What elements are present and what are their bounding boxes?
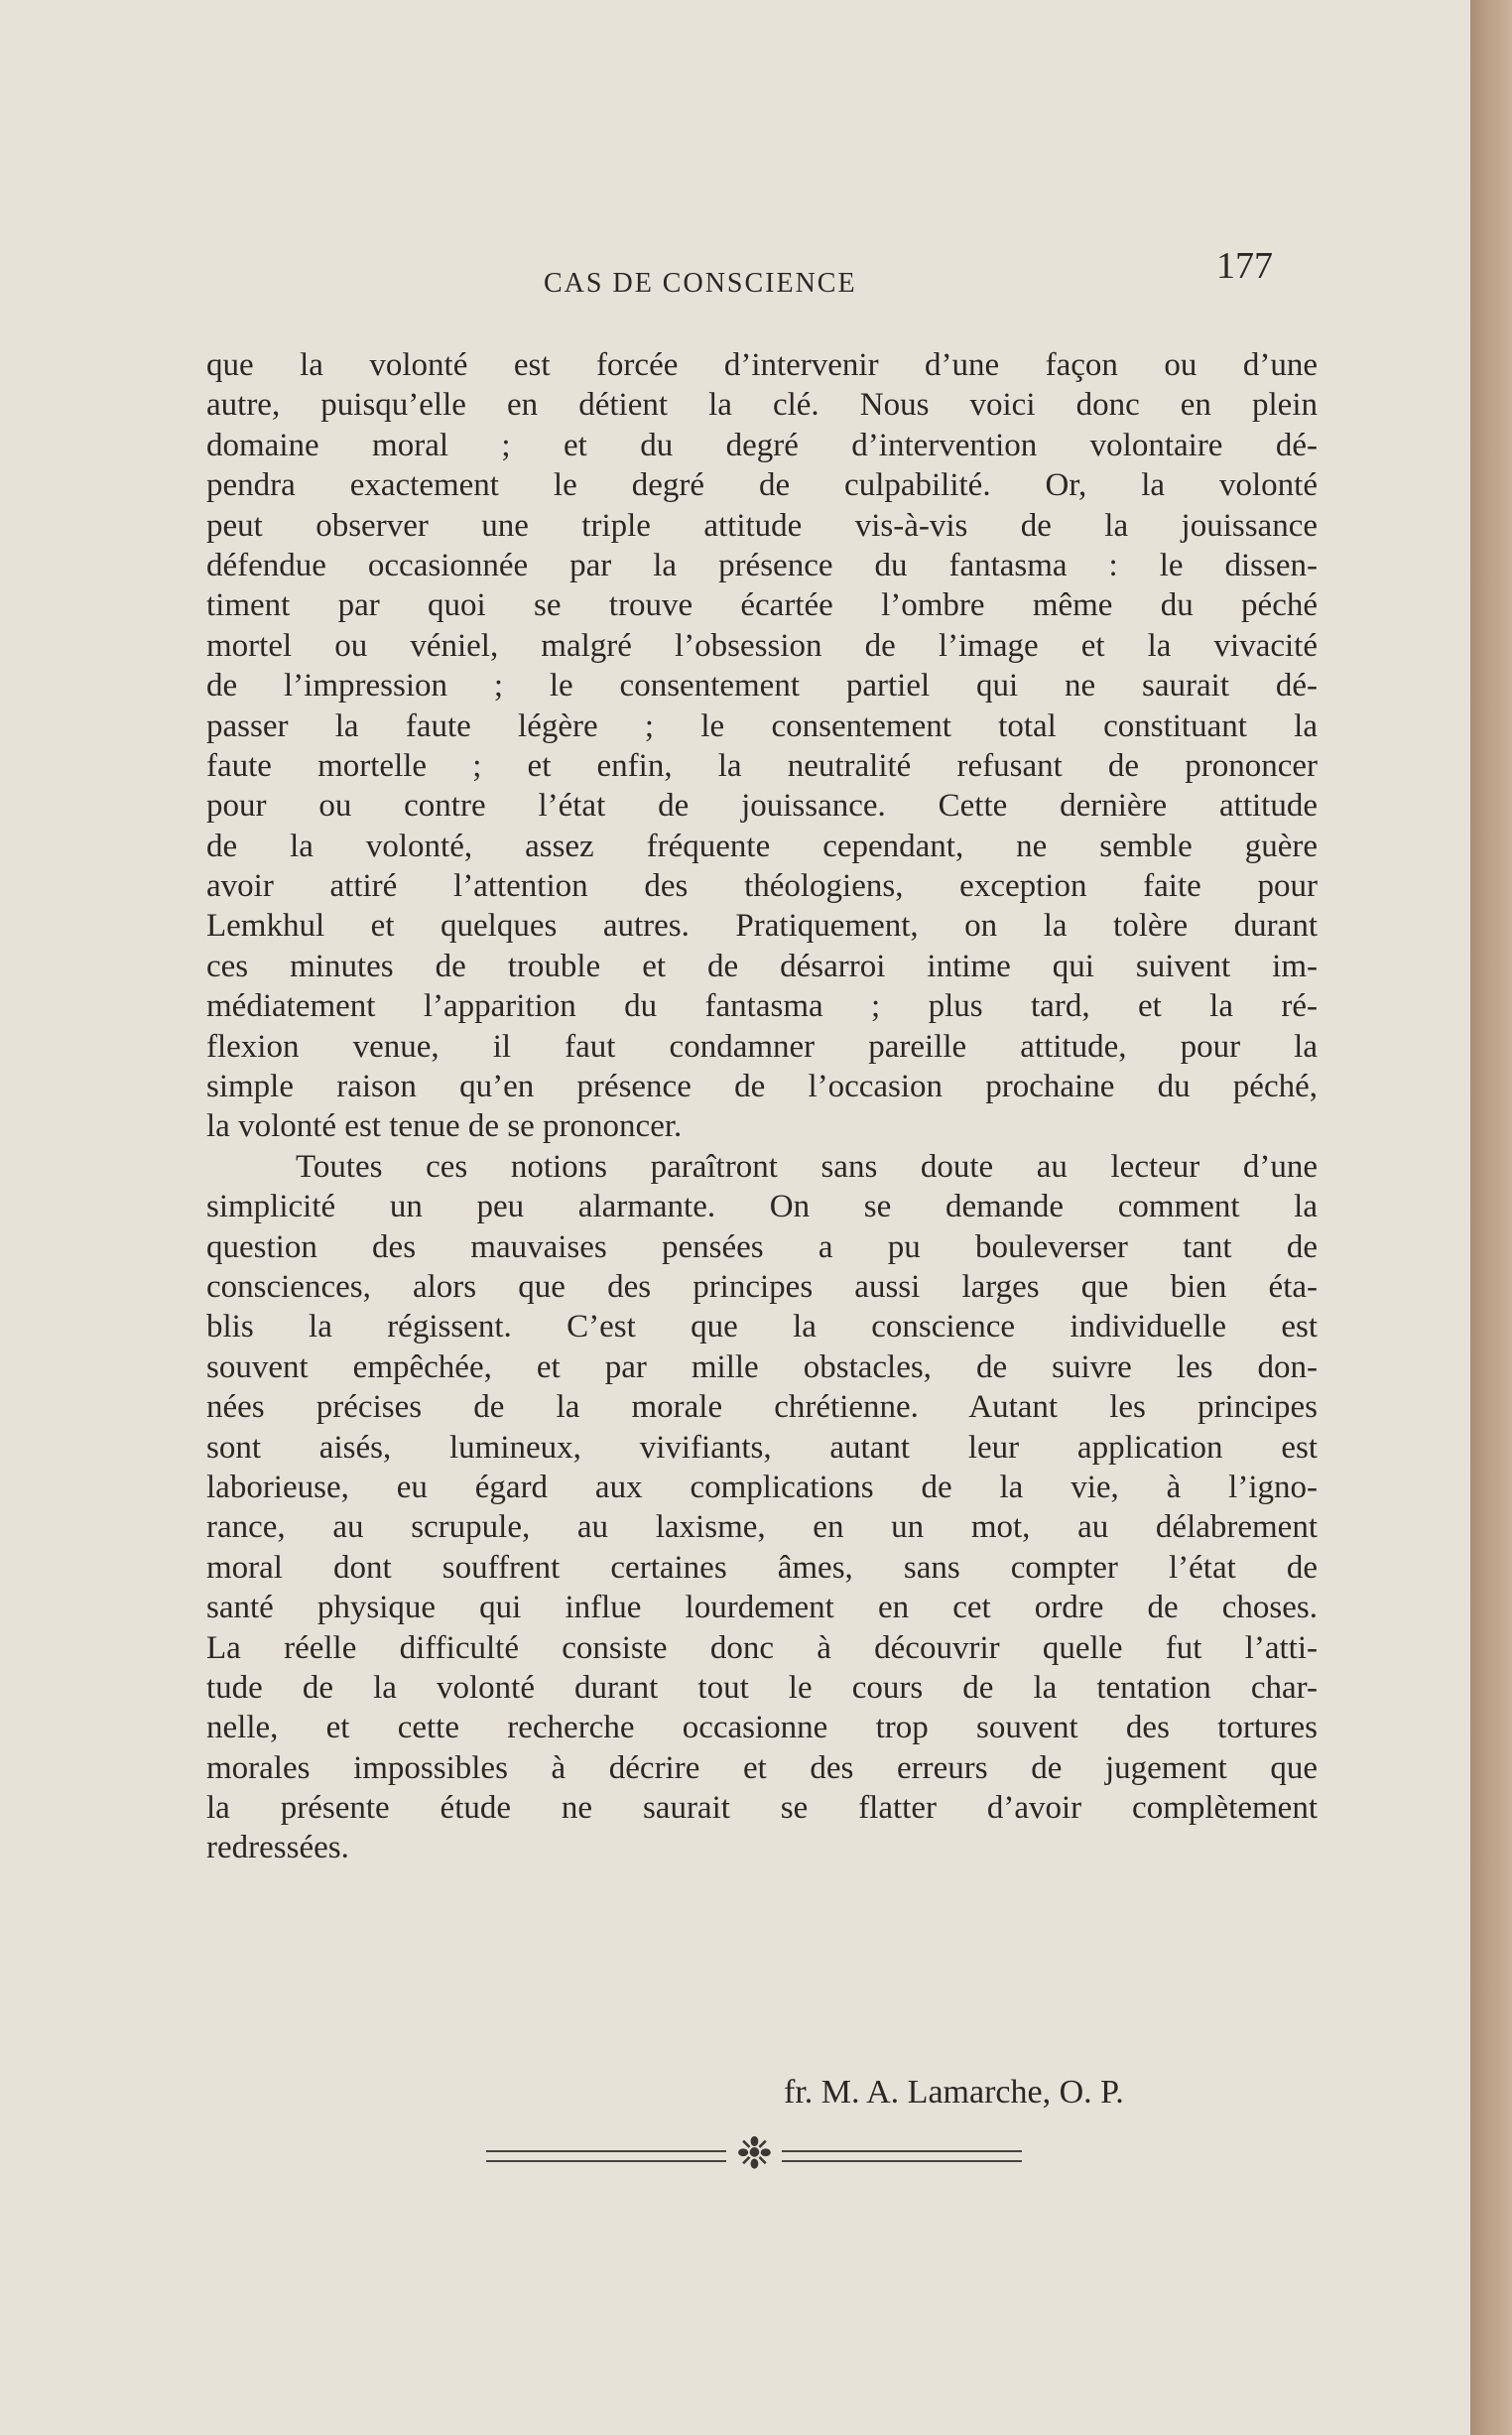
paragraph-end-line: la volonté est tenue de se prononcer. <box>206 1108 683 1145</box>
text-line: sont aisés, lumineux, vivifiants, autant leur application est <box>206 1429 1318 1466</box>
asterisk-ornament-icon: ❉ <box>736 2129 773 2178</box>
text-line: passer la faute légère ; le consentement total constituant la <box>206 707 1318 744</box>
text-line: simple raison qu’en présence de l’occasion prochaine du péché, <box>206 1069 1318 1105</box>
text-line: santé physique qui influe lourdement en cet ordre de choses. <box>206 1590 1318 1626</box>
author-signature: fr. M. A. Lamarche, O. P. <box>784 2074 1124 2111</box>
paragraph-start-line: Toutes ces notions paraîtront sans doute au lecteur d’une <box>296 1148 1318 1185</box>
text-line: morales impossibles à décrire et des erreurs de jugement que <box>206 1749 1318 1786</box>
page-edge <box>1470 0 1512 2435</box>
text-line: faute mortelle ; et enfin, la neutralité refusant de prononcer <box>206 747 1318 784</box>
section-ornament <box>486 2129 1022 2183</box>
text-line: moral dont souffrent certaines âmes, sans compter l’état de <box>206 1549 1318 1586</box>
text-line: nées précises de la morale chrétienne. Autant les principes <box>206 1389 1318 1426</box>
text-line: que la volonté est forcée d’intervenir d’une façon ou d’une <box>206 347 1318 383</box>
body-text <box>206 345 1318 1868</box>
text-line: blis la régissent. C’est que la conscience individuelle est <box>206 1309 1318 1346</box>
text-line: timent par quoi se trouve écartée l’ombre même du péché <box>206 587 1318 624</box>
text-line: avoir attiré l’attention des théologiens, exception faite pour <box>206 868 1318 905</box>
text-line: La réelle difficulté consiste donc à découvrir quelle fut l’atti- <box>206 1629 1318 1666</box>
text-line: laborieuse, eu égard aux complications de la vie, à l’igno- <box>206 1469 1318 1505</box>
text-line: flexion venue, il faut condamner pareille attitude, pour la <box>206 1028 1318 1065</box>
text-line: la présente étude ne saurait se flatter d’avoir complètement <box>206 1790 1318 1827</box>
text-line: question des mauvaises pensées a pu bouleverser tant de <box>206 1228 1318 1265</box>
running-head: CAS DE CONSCIENCE <box>544 268 857 299</box>
ornament-rule-left <box>486 2150 726 2162</box>
text-line: domaine moral ; et du degré d’intervention volontaire dé- <box>206 427 1318 463</box>
text-line: pour ou contre l’état de jouissance. Cette dernière attitude <box>206 788 1318 825</box>
text-line: rance, au scrupule, au laxisme, en un mot, au délabrement <box>206 1509 1318 1546</box>
page-number: 177 <box>1216 245 1273 287</box>
text-line: simplicité un peu alarmante. On se demande comment la <box>206 1189 1318 1225</box>
text-line: défendue occasionnée par la présence du fantasma : le dissen- <box>206 547 1318 583</box>
text-line: mortel ou véniel, malgré l’obsession de l’image et la vivacité <box>206 627 1318 664</box>
text-line: peut observer une triple attitude vis-à-vis de la jouissance <box>206 507 1318 544</box>
text-line: ces minutes de trouble et de désarroi intime qui suivent im- <box>206 948 1318 984</box>
text-line: médiatement l’apparition du fantasma ; plus tard, et la ré- <box>206 988 1318 1025</box>
text-line: pendra exactement le degré de culpabilité. Or, la volonté <box>206 467 1318 504</box>
text-line: de la volonté, assez fréquente cependant, ne semble guère <box>206 828 1318 864</box>
text-line: autre, puisqu’elle en détient la clé. Nous voici donc en plein <box>206 387 1318 424</box>
text-line: nelle, et cette recherche occasionne trop souvent des tortures <box>206 1710 1318 1746</box>
text-line: souvent empêchée, et par mille obstacles, de suivre les don- <box>206 1348 1318 1385</box>
text-line: de l’impression ; le consentement partiel qui ne saurait dé- <box>206 668 1318 705</box>
ornament-rule-right <box>782 2150 1022 2162</box>
text-line: tude de la volonté durant tout le cours de la tentation char- <box>206 1669 1318 1706</box>
text-line: consciences, alors que des principes aussi larges que bien éta- <box>206 1268 1318 1305</box>
paragraph-end-line: redressées. <box>206 1830 349 1866</box>
text-line: Lemkhul et quelques autres. Pratiquement, on la tolère durant <box>206 908 1318 945</box>
